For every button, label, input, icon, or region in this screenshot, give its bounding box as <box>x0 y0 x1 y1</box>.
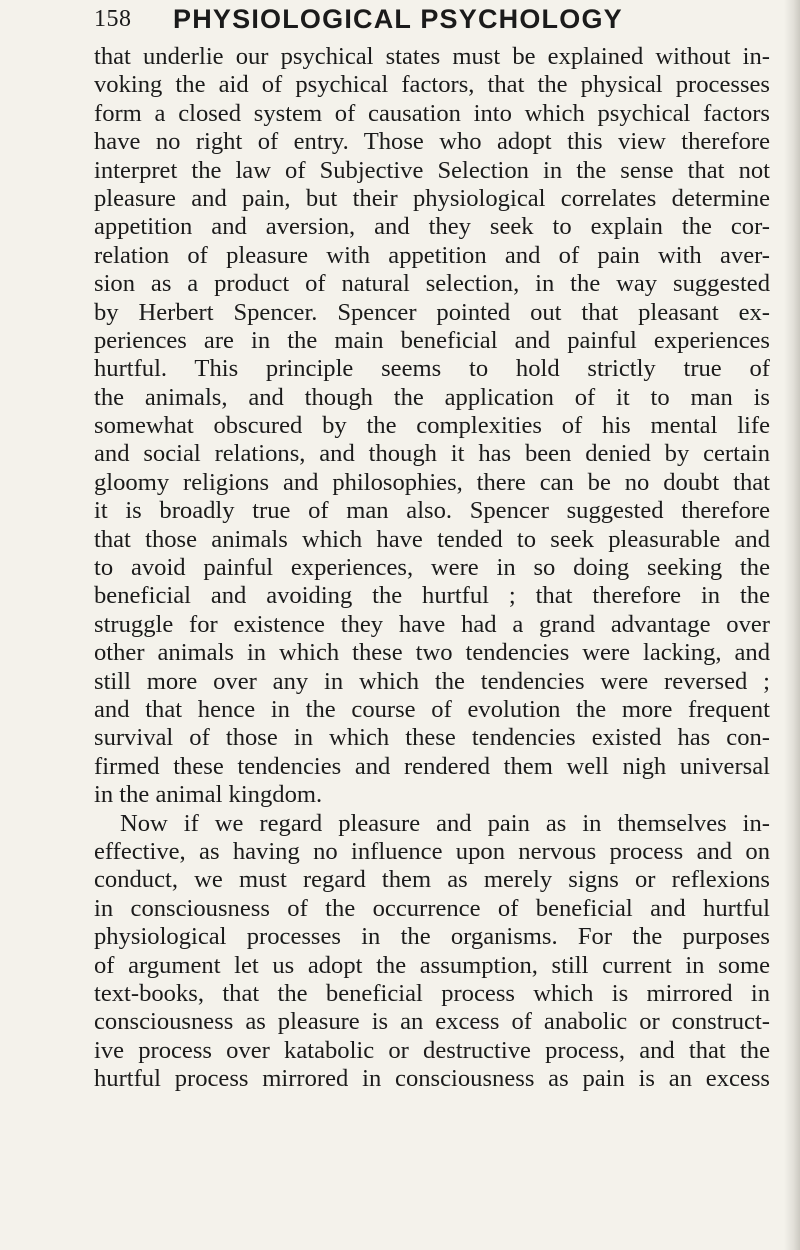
text-line: hurtful. This principle seems to hold strictly true of <box>94 355 770 383</box>
text-line: gloomy religions and philosophies, there can be no doubt that <box>94 468 770 496</box>
page-header <box>0 4 800 40</box>
text-line: by Herbert Spencer. Spencer pointed out that pleasant ex- <box>94 298 770 326</box>
text-line: pleasure and pain, but their physiological correlates determine <box>94 184 770 212</box>
text-line: of argument let us adopt the assumption, still current in some <box>94 951 770 979</box>
text-line: relation of pleasure with appetition and of pain with aver- <box>94 241 770 269</box>
text-line: in consciousness of the occurrence of beneficial and hurtful <box>94 894 770 922</box>
text-line: and social relations, and though it has been denied by certain <box>94 440 770 468</box>
text-line: voking the aid of psychical factors, that the physical processes <box>94 71 770 99</box>
text-line: conduct, we must regard them as merely signs or reflexions <box>94 866 770 894</box>
text-line: somewhat obscured by the complexities of his mental life <box>94 412 770 440</box>
text-line: form a closed system of causation into which psychical factors <box>94 99 770 127</box>
text-line: ive process over katabolic or destructive process, and that the <box>94 1036 770 1064</box>
body-text <box>94 43 770 1093</box>
text-line: text-books, that the beneficial process which is mirrored in <box>94 979 770 1007</box>
text-line: physiological processes in the organisms. For the purposes <box>94 923 770 951</box>
text-line: survival of those in which these tendencies existed has con- <box>94 724 770 752</box>
text-line: to avoid painful experiences, were in so doing seeking the <box>94 554 770 582</box>
text-line: beneficial and avoiding the hurtful ; that therefore in the <box>94 582 770 610</box>
running-head: PHYSIOLOGICAL PSYCHOLOGY <box>173 4 623 34</box>
page-edge-shadow <box>784 0 800 1250</box>
text-line: in the animal kingdom. <box>94 781 323 809</box>
text-line: that underlie our psychical states must be explained without in- <box>94 43 770 70</box>
text-line: appetition and aversion, and they seek to explain the cor- <box>94 213 770 241</box>
text-line: consciousness as pleasure is an excess of anabolic or construct- <box>94 1008 770 1036</box>
text-line: Now if we regard pleasure and pain as in themselves in- <box>120 809 770 837</box>
text-line: struggle for existence they have had a grand advantage over <box>94 610 770 638</box>
page-number: 158 <box>94 6 132 32</box>
text-line: and that hence in the course of evolution the more frequent <box>94 695 770 723</box>
text-line: it is broadly true of man also. Spencer suggested therefore <box>94 497 770 525</box>
text-line: firmed these tendencies and rendered them well nigh universal <box>94 752 770 780</box>
text-line: have no right of entry. Those who adopt this view therefore <box>94 128 770 156</box>
text-line: the animals, and though the application of it to man is <box>94 383 770 411</box>
text-line: interpret the law of Subjective Selection in the sense that not <box>94 156 770 184</box>
text-line: still more over any in which the tendencies were reversed ; <box>94 667 770 695</box>
text-line: effective, as having no influence upon nervous process and on <box>94 837 770 865</box>
text-line: periences are in the main beneficial and painful experiences <box>94 326 770 354</box>
text-line: other animals in which these two tendencies were lacking, and <box>94 639 770 667</box>
text-line: hurtful process mirrored in consciousness as pain is an excess <box>94 1065 770 1093</box>
text-line: sion as a product of natural selection, in the way suggested <box>94 270 770 298</box>
text-line: that those animals which have tended to seek pleasurable and <box>94 525 770 553</box>
